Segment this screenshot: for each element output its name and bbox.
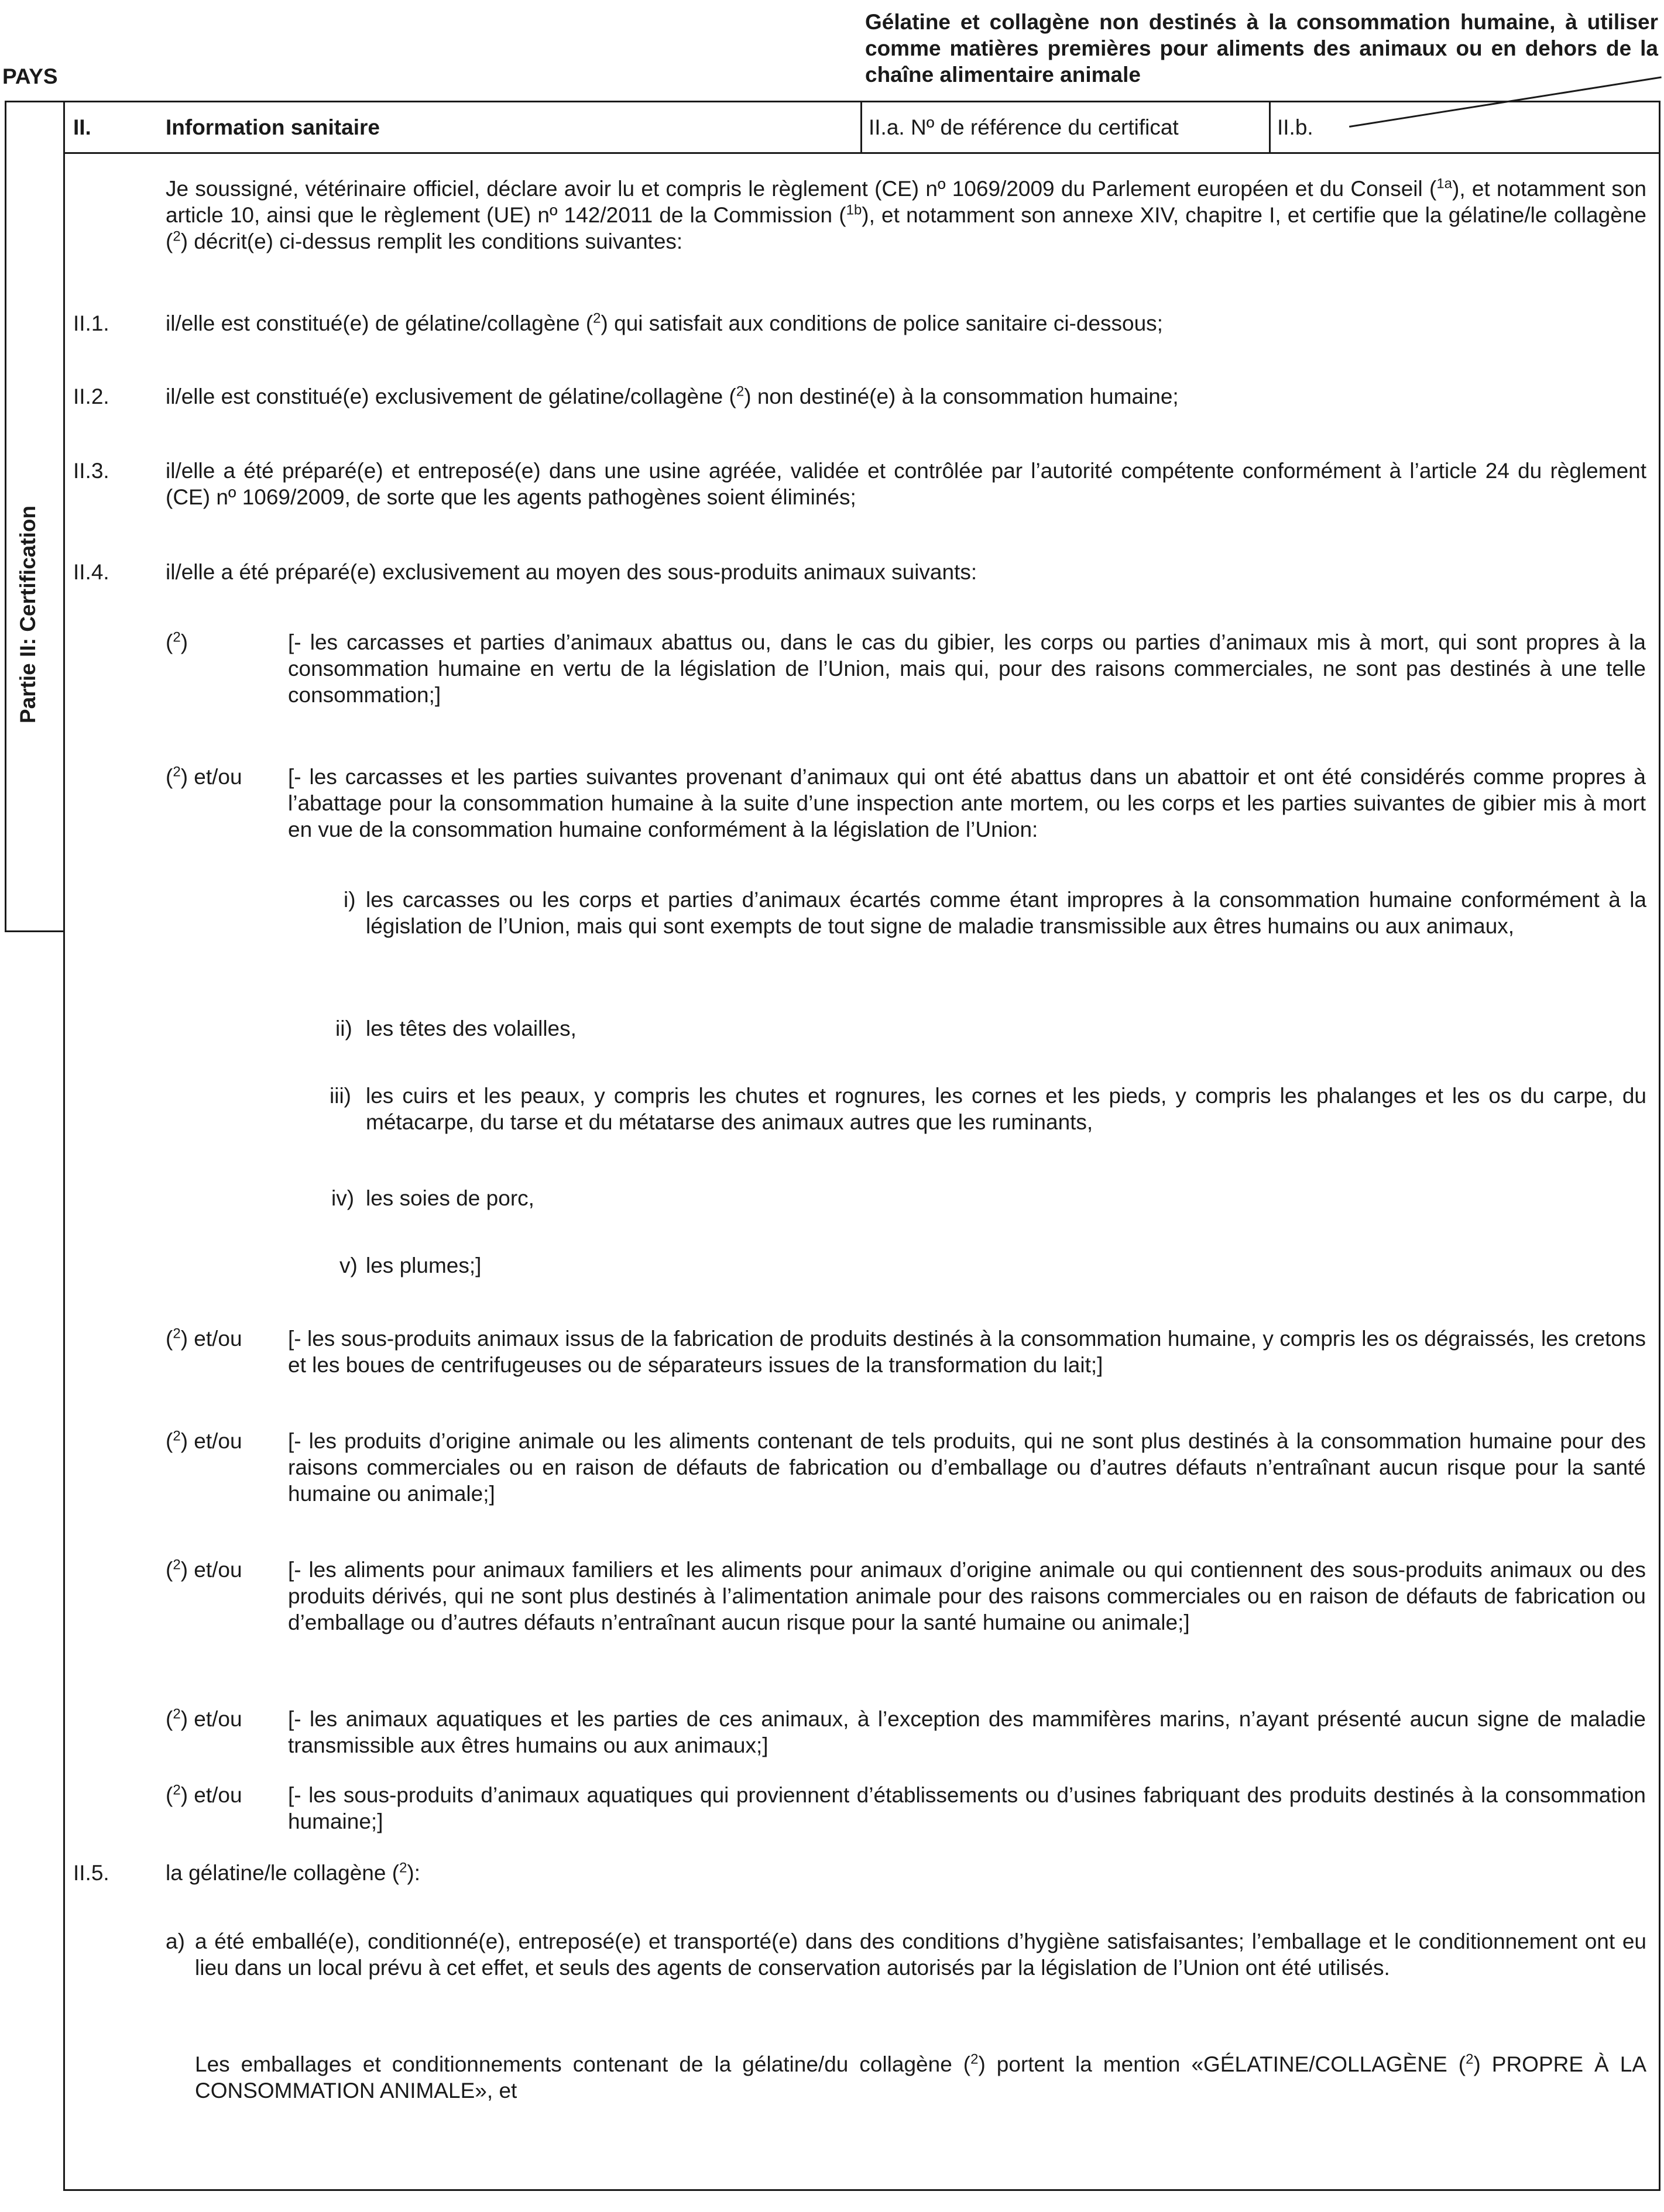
subitem-text: les têtes des volailles, xyxy=(366,1016,577,1040)
side-box-bottom xyxy=(5,930,63,932)
certificate-title: Gélatine et collagène non destinés à la consommation humaine, à utiliser comme matières premières pour aliments des animaux ou en dehors de la chaîne alimentaire animale xyxy=(865,10,1658,87)
header-divider-2 xyxy=(1269,101,1271,153)
clause-text: il/elle a été préparé(e) et entreposé(e) dans une usine agréée, validée et contrôlée par l’autorité compétente conformément à l’article 24 du règlement (CE) nº 1069/2009, de sorte que les agents pathogènes soient éliminés; xyxy=(166,459,1646,509)
item-option-marker: ($^2$) et/ou xyxy=(166,1782,242,1807)
item-option-marker: ($^2$) xyxy=(166,629,188,654)
item-option-marker: ($^2$) et/ou xyxy=(166,1325,242,1351)
clause-text: il/elle a été préparé(e) exclusivement au moyen des sous-produits animaux suivants: xyxy=(166,560,977,584)
side-label: Partie II: Certification xyxy=(16,505,40,724)
frame-bottom-line xyxy=(63,2189,1660,2191)
frame-right-line xyxy=(1659,101,1660,2191)
item-option-marker: ($^2$) et/ou xyxy=(166,764,242,789)
clause-number: II.3. xyxy=(73,459,109,483)
list-item: [- les carcasses et parties d’animaux abattus ou, dans le cas du gibier, les corps ou parties d’animaux mis à mort, qui sont propres à la consommation humaine en vertu de la législation de l’Union, mais qui, pour des raisons commerciales, ne sont pas destinés à une telle consommation;] xyxy=(288,630,1646,707)
clause-number: II.4. xyxy=(73,560,109,584)
item-option-marker: ($^2$) et/ou xyxy=(166,1706,242,1731)
clause-text: il/elle est constitué(e) de gélatine/collagène ($^2$) qui satisfait aux conditions de police sanitaire ci-dessous; xyxy=(166,310,1163,335)
frame-left-line xyxy=(63,101,65,2191)
subitem-number: a) xyxy=(166,1929,185,1953)
subitem-text: les plumes;] xyxy=(366,1253,482,1277)
clause-number: II.5. xyxy=(73,1861,109,1885)
subitem-number: v) xyxy=(339,1253,358,1277)
section-number: II. xyxy=(73,115,91,139)
list-item: [- les aliments pour animaux familiers et les aliments pour animaux d’origine animale ou qui contiennent des sous-produits animaux ou des produits dérivés, qui ne sont plus destinés à l’alimentation animale pour des raisons commerciales ou en raison de défauts de fabrication ou d’emballage ou d’autres défauts n’entraînant aucun risque pour la santé humaine ou animale;] xyxy=(288,1558,1646,1634)
clause-number: II.1. xyxy=(73,311,109,335)
list-item: [- les produits d’origine animale ou les aliments contenant de tels produits, qui ne sont plus destinés à la consommation humaine pour des raisons commerciales ou en raison de défauts de fabrication ou d’emballage ou d’autres défauts n’entraînant aucun risque pour la santé humaine ou animale;] xyxy=(288,1429,1646,1506)
side-box-top xyxy=(5,101,63,102)
subitem-text: les carcasses ou les corps et parties d’animaux écartés comme étant impropres à la consommation humaine conformément à la législation de l’Union, mais qui sont exempts de tout signe de maladie transmissible aux êtres humains ou aux animaux, xyxy=(366,888,1646,938)
subitem-text: les soies de porc, xyxy=(366,1186,534,1210)
clause-text: il/elle est constitué(e) exclusivement de gélatine/collagène ($^2$) non destiné(e) à la consommation humaine; xyxy=(166,383,1179,408)
item-option-marker: ($^2$) et/ou xyxy=(166,1428,242,1453)
side-box-left xyxy=(5,101,6,932)
intro-paragraph: Je soussigné, vétérinaire officiel, déclare avoir lu et compris le règlement (CE) nº 1069/2009 du Parlement européen et du Conseil ($^{1a}$), et notamment son article 10, ainsi que le règlement (UE) nº 142/2011 de la Commission ($^{1b}$), et notamment son annexe XIV, chapitre I, et certifie que la gélatine/le collagène ($^2$) décrit(e) ci-dessus remplit les conditions suivantes: xyxy=(166,176,1647,253)
subitem-text: les cuirs et les peaux, y compris les chutes et rognures, les cornes et les pieds, y compris les phalanges et les os du carpe, du métacarpe, du tarse et du métatarse des animaux autres que les ruminants, xyxy=(366,1084,1646,1134)
section-title: Information sanitaire xyxy=(166,115,380,139)
list-item: [- les sous-produits animaux issus de la fabrication de produits destinés à la consommation humaine, y compris les os dégraissés, les cretons et les boues de centrifugeuses ou de séparateurs issues de la transformation du lait;] xyxy=(288,1327,1646,1377)
packaging-note: Les emballages et conditionnements contenant de la gélatine/du collagène ($^2$) portent la mention «GÉLATINE/COLLAGÈNE ($^2$) PROPRE À LA CONSOMMATION ANIMALE», et xyxy=(195,2051,1646,2103)
list-item: [- les animaux aquatiques et les parties de ces animaux, à l’exception des mammifères marins, n’ayant présenté aucun signe de maladie transmissible aux êtres humains ou aux animaux;] xyxy=(288,1707,1646,1757)
clause-text: la gélatine/le collagène ($^2$): xyxy=(166,1860,421,1885)
list-item: [- les sous-produits d’animaux aquatiques qui proviennent d’établissements ou d’usines fabriquant des produits destinés à la consommation humaine;] xyxy=(288,1783,1646,1833)
clause-number: II.2. xyxy=(73,384,109,408)
list-item: [- les carcasses et les parties suivantes provenant d’animaux qui ont été abattus dans un abattoir et ont été considérés comme propres à l’abattage pour la consommation humaine à la suite d’une inspection ante mortem, ou les corps et les parties suivantes de gibier mis à mort en vue de la consommation humaine conformément à la législation de l’Union: xyxy=(288,765,1646,841)
subitem-number: i) xyxy=(344,888,356,912)
certificate-reference: II.a. Nº de référence du certificat xyxy=(869,115,1179,139)
subitem-number: iii) xyxy=(330,1084,351,1108)
subitem-number: iv) xyxy=(331,1186,355,1210)
item-option-marker: ($^2$) et/ou xyxy=(166,1557,242,1582)
subitem-text: a été emballé(e), conditionné(e), entreposé(e) et transporté(e) dans des conditions d’hygiène satisfaisantes; l’emballage et le conditionnement ont eu lieu dans un local prévu à cet effet, et seuls des agents de conservation autorisés par la législation de l’Union ont été utilisés. xyxy=(195,1929,1646,1980)
subitem-number: ii) xyxy=(335,1016,352,1040)
reference-b: II.b. xyxy=(1277,115,1313,139)
header-divider-1 xyxy=(860,101,862,153)
country-label: PAYS xyxy=(2,64,58,88)
